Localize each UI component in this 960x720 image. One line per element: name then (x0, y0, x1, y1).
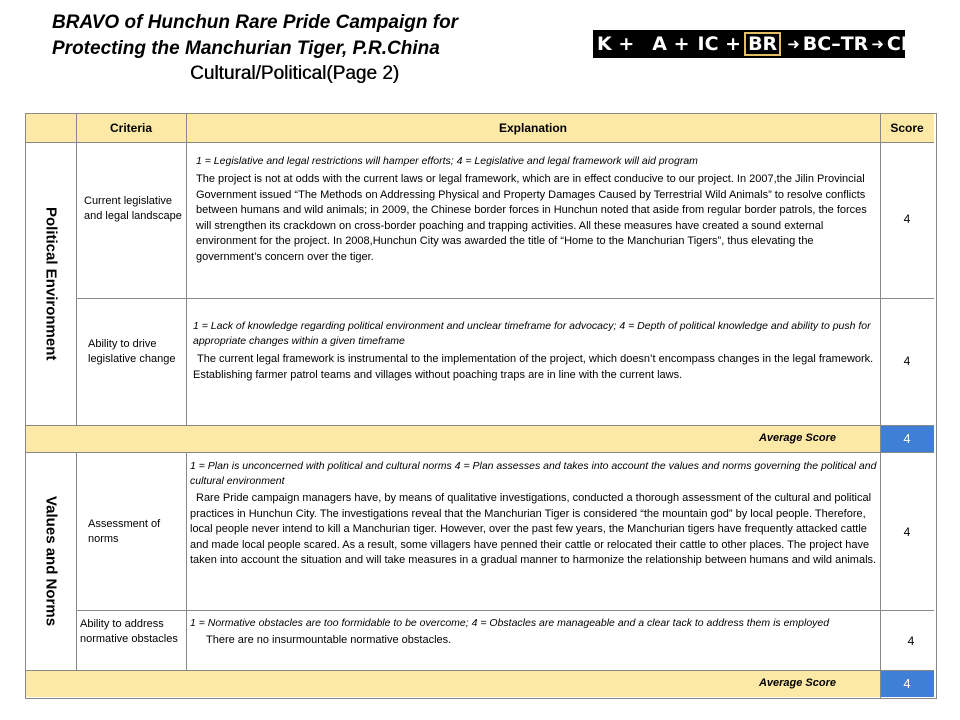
explanation-cell (193, 319, 877, 383)
explanation-cell (190, 459, 877, 569)
formula-tr: TR (840, 33, 869, 55)
title-line-1: BRAVO of Hunchun Rare Pride Campaign for (52, 12, 459, 33)
explanation-cell (196, 154, 876, 265)
average-score-value: 4 (880, 670, 934, 697)
section-label-values-and-norms: Values and Norms (42, 495, 60, 627)
criteria-table (25, 113, 937, 699)
average-score-value: 4 (880, 425, 934, 452)
average-score-label: Average Score (758, 432, 836, 444)
criteria-cell: Assessment of norms (88, 518, 161, 545)
formula-k: K + (597, 33, 635, 55)
score-cell: 4 (903, 354, 911, 368)
score-definition: 1 = Legislative and legal restrictions will hamper efforts; 4 = Legislative and legal framework will aid program (196, 155, 698, 167)
dash-icon: – (831, 33, 841, 55)
score-cell: 4 (903, 212, 911, 226)
column-header-explanation: Explanation (498, 121, 567, 135)
formula-ic: IC + (697, 33, 742, 55)
criteria-cell: Current legislative and legal landscape (84, 195, 182, 222)
score-definition: 1 = Lack of knowledge regarding political environment and unclear timeframe for advocacy; 4 = Depth of political knowledge and ability to push for appropriate changes within a given timeframe (193, 320, 871, 347)
criteria-cell: Ability to address normative obstacles (80, 618, 178, 645)
arrow-right-icon: ➜ (787, 35, 800, 53)
page-title (52, 10, 572, 62)
formula-cr: CR (886, 33, 916, 55)
score-cell: 4 (903, 525, 911, 539)
explanation-text: The project is not at odds with the current laws or legal framework, which are in effect conducive to our project. In 2007,the Jilin Provincial Government issued “The Methods on Addressing Physical and Property Damages Caused by Terrestrial Wild Animals” to resolve conflicts between humans and wild animals; in 2009, the Chinese border forces in Hunchun noted that aside from regular border patrols, the forces will strengthen its crackdown on cross-border poaching and trapping activities. All these measures have created a sound external environment for the project. In 2008,Hunchun City was awarded the title of “Home to the Manchurian Tigers”, thus elevating the government’s concern over the tiger. (196, 173, 867, 263)
explanation-text: The current legal framework is instrumental to the implementation of the project, which doesn’t encompass changes in the legal framework. Establishing farmer patrol teams and villages without poaching traps are in line with the current laws. (193, 353, 874, 381)
page-subtitle: Cultural/Political(Page 2) (190, 63, 400, 84)
column-header-score: Score (890, 121, 924, 135)
score-definition: 1 = Normative obstacles are too formidable to be overcome; 4 = Obstacles are manageable and a clear tack to address them is employed (190, 617, 830, 629)
explanation-text: Rare Pride campaign managers have, by means of qualitative investigations, conducted a thorough assessment of the cultural and political practices in Hunchun City. The investigations reveal that the Manchurian Tiger is considered “the mountain god” by local people. Therefore, local people never intend to kill a Manchurian tiger. However, over the past few years, the Manchurian tigers have frequently attacked cattle and made local people scared. As a result, some villagers have penned their cattle or relocated their cattle to other places. The project have taken into account the situation and will take measures in a gradual manner to harmonize the relationship between humans and wild animals. (190, 492, 877, 566)
score-definition: 1 = Plan is unconcerned with political and cultural norms 4 = Plan assesses and takes into account the values and norms governing the political and cultural environment (190, 460, 877, 487)
formula-bc: BC (802, 33, 832, 55)
score-cell: 4 (907, 634, 915, 648)
criteria-cell: Ability to drive legislative change (88, 338, 176, 365)
average-score-label: Average Score (758, 677, 836, 689)
explanation-cell (190, 616, 877, 649)
formula-a: A + (652, 33, 690, 55)
formula-br: BR (744, 32, 781, 56)
arrow-right-icon: ➜ (871, 35, 884, 53)
section-label-political-environment: Political Environment (42, 206, 60, 361)
column-header-criteria: Criteria (109, 121, 153, 135)
explanation-text: There are no insurmountable normative obstacles. (206, 634, 452, 646)
title-line-2: Protecting the Manchurian Tiger, P.R.China (52, 38, 440, 59)
bravo-formula-banner (593, 30, 916, 58)
